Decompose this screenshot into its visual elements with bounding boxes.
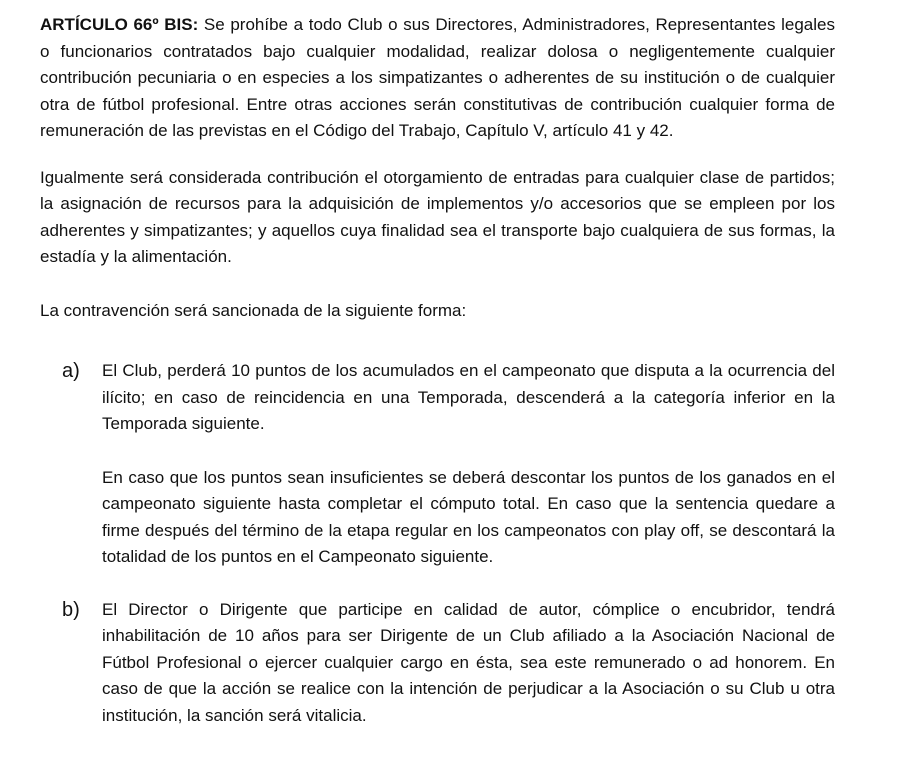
list-marker-b: b) (62, 598, 80, 621)
list-item-b (40, 597, 835, 730)
list-marker-a: a) (62, 360, 80, 382)
article-paragraph-2: Igualmente será considerada contribución el otorgamiento de entradas para cualquier clase de partidos; la asignación de recursos para la adquisición de implementos y/o accesorios que se empleen por los adherentes y simpatizantes; y aquellos cuya finalidad sea el transporte bajo cualquiera de sus formas, la estadía y la alimentación. (40, 167, 835, 266)
article-intro-text: Se prohíbe a todo Club o sus Directores, Administradores, Representantes legales o funcionarios contratados bajo cualquier modalidad, realizar dolosa o negligentemente cualquier contribución pecuniaria o en especies a los simpatizantes o adherentes de su institución o de cualquier otra de fútbol profesional. Entre otras acciones serán constitutivas de contribución cualquier forma de remuneración de las previstas en el Código del Trabajo, Capítulo V, artículo 41 y 42. (40, 15, 835, 140)
list-item-a-text: El Club, perderá 10 puntos de los acumulados en el campeonato que disputa a la ocurrencia del ilícito; en caso de reincidencia en una Temporada, descenderá a la categoría inferior en la Temporada siguiente. (102, 361, 835, 433)
document-body (40, 12, 835, 729)
article-heading: ARTÍCULO 66º BIS: (40, 15, 199, 34)
article-intro-paragraph (40, 12, 835, 145)
list-item-b-text: El Director o Dirigente que participe en calidad de autor, cómplice o encubridor, tendrá inhabilitación de 10 años para ser Dirigente de un Club afiliado a la Asociación Nacional de Fútbol Profesional o ejercer cualquier cargo en ésta, sea este remunerado o ad honorem. En caso de que la acción se realice con la intención de perjudicar a la Asociación o su Club u otra institución, la sanción será vitalicia. (102, 599, 835, 725)
article-paragraph-3: La contravención será sancionada de la siguiente forma: (40, 300, 467, 320)
list-item-a (40, 358, 835, 571)
list-item-a-continuation: En caso que los puntos sean insuficientes se deberá descontar los puntos de los ganados en el campeonato siguiente hasta completar el cómputo total. En caso que la sentencia quedare a firme después del término de la etapa regular en los campeonatos con play off, se descontará la totalidad de los puntos en el Campeonato siguiente. (102, 467, 835, 566)
